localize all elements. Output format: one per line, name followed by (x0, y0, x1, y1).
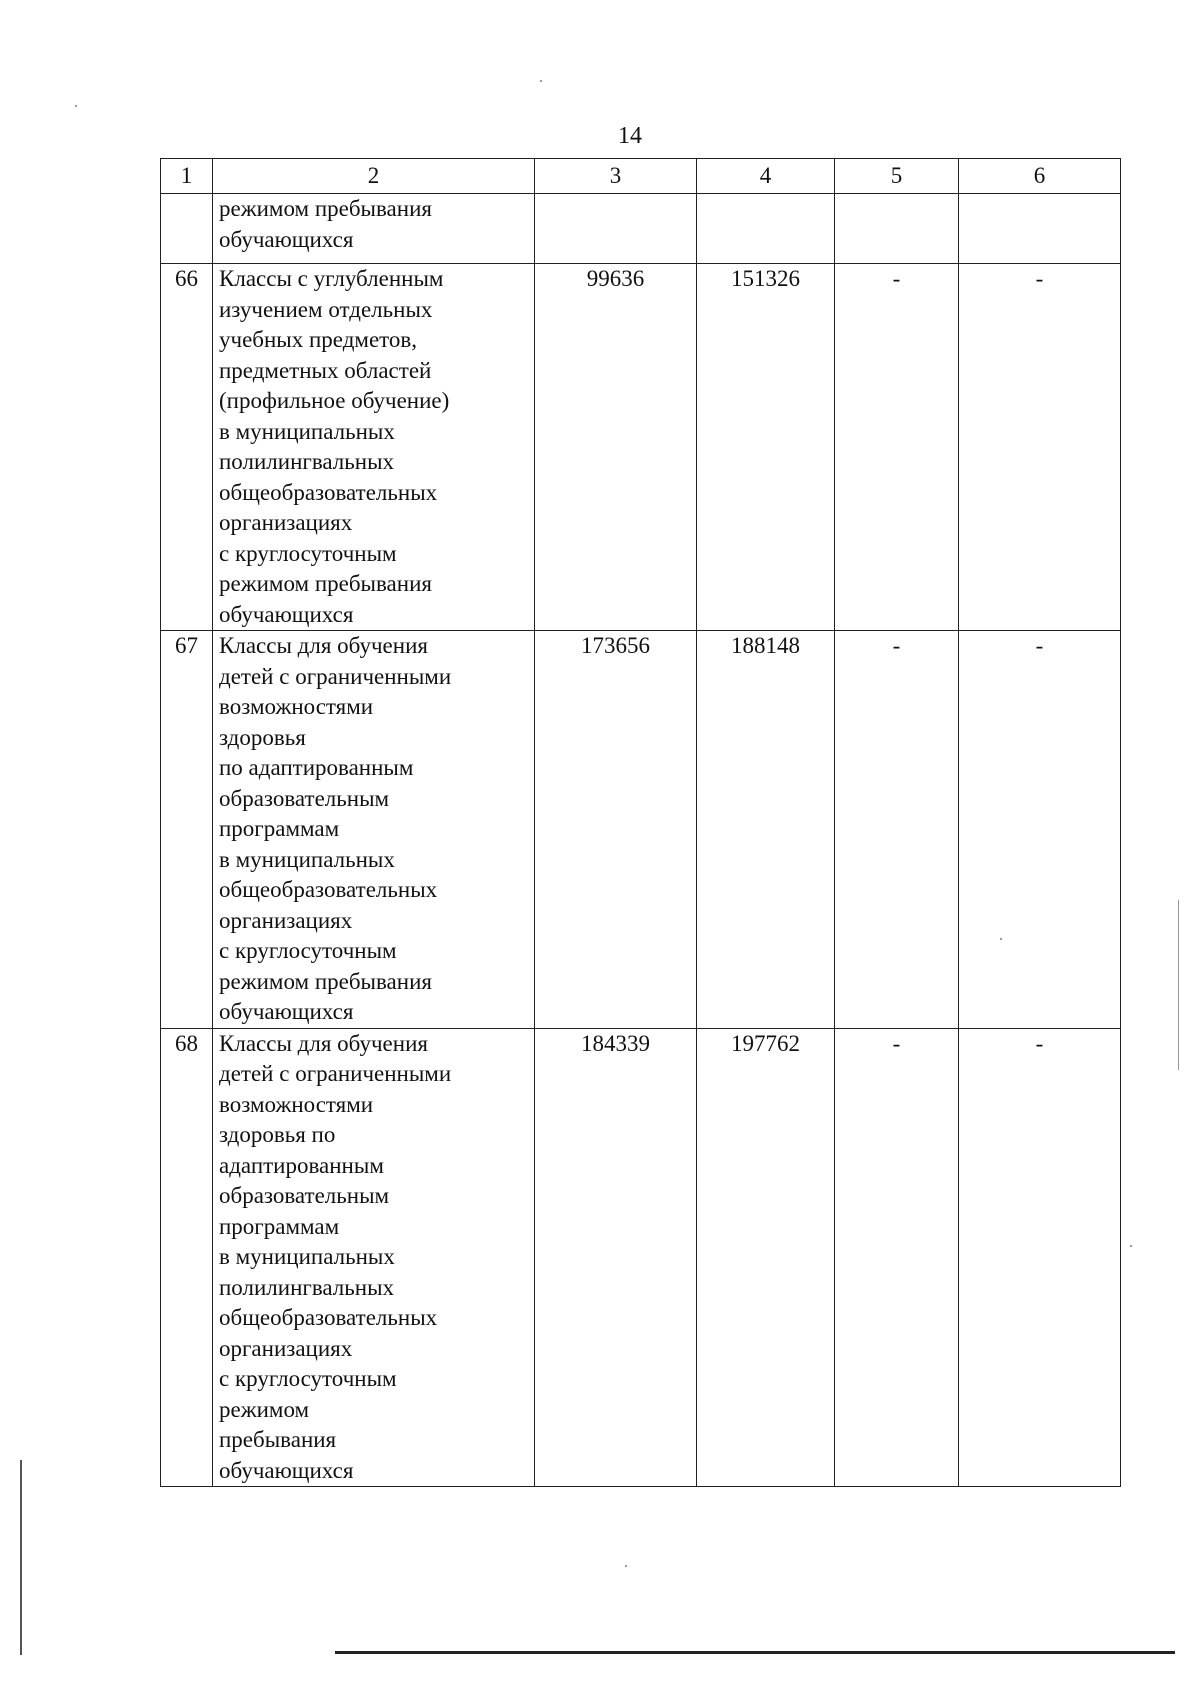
header-col-3: 3 (535, 159, 697, 194)
table-row (161, 264, 1121, 631)
description-line: режимом пребывания (219, 196, 432, 221)
description-line: по адаптированным (219, 755, 414, 780)
description-line: программам (219, 816, 340, 841)
description-line: детей с ограниченными (219, 1061, 452, 1086)
row-description (213, 631, 535, 1029)
description-line: режимом (219, 1396, 310, 1422)
scan-speck (1000, 938, 1002, 940)
cell-col-5: - (835, 1028, 959, 1487)
cell-col-5 (835, 194, 959, 264)
header-row (161, 159, 1121, 194)
cell-col-3 (535, 194, 697, 264)
description-line: здоровья по (219, 1122, 336, 1147)
row-number: 68 (161, 1028, 213, 1487)
cell-col-4: 188148 (697, 631, 835, 1029)
scan-speck (75, 105, 77, 107)
description-line: обучающихся (219, 601, 354, 627)
scan-speck (540, 80, 542, 82)
scan-edge-mark (1178, 900, 1179, 1070)
description-line: организациях (219, 510, 353, 535)
cell-col-4: 197762 (697, 1028, 835, 1487)
description-line: возможностями (219, 1091, 374, 1117)
description-line: Классы для обучения (219, 1030, 428, 1056)
description-line: программам (219, 1213, 340, 1239)
description-line: обучающихся (219, 1457, 354, 1483)
description-line: организациях (219, 907, 353, 933)
description-line: организациях (219, 1335, 353, 1361)
description-line: предметных областей (219, 357, 432, 383)
header-col-5: 5 (835, 159, 959, 194)
description-line: общеобразовательных (219, 479, 438, 505)
description-line: (профильное обучение) (219, 388, 450, 413)
header-col-4: 4 (697, 159, 835, 194)
table-row (161, 1028, 1121, 1487)
description-line: Классы с углубленным (219, 266, 444, 291)
description-line: с круглосуточным (219, 1366, 397, 1391)
description-line: режимом пребывания (219, 571, 432, 596)
description-line: в муниципальных (219, 1244, 395, 1269)
cell-col-3: 173656 (535, 631, 697, 1029)
description-line: образовательным (219, 785, 390, 811)
description-line: Классы для обучения (219, 633, 428, 658)
description-line: с круглосуточным (219, 938, 397, 963)
description-line: обучающихся (219, 226, 354, 252)
header-col-1: 1 (161, 159, 213, 194)
description-line: детей с ограниченными (219, 663, 452, 689)
cell-col-4 (697, 194, 835, 264)
description-line: полилингвальных (219, 1274, 395, 1300)
row-number (161, 194, 213, 264)
cell-col-3: 99636 (535, 264, 697, 631)
cell-col-3: 184339 (535, 1028, 697, 1487)
description-line: образовательным (219, 1183, 390, 1208)
description-line: в муниципальных (219, 846, 395, 872)
description-line: здоровья (219, 724, 306, 750)
cell-col-5: - (835, 264, 959, 631)
description-line: общеобразовательных (219, 877, 438, 902)
row-description (213, 194, 535, 264)
description-line: пребывания (219, 1427, 337, 1452)
table-row-continuation (161, 194, 1121, 264)
cell-col-5: - (835, 631, 959, 1029)
row-description (213, 1028, 535, 1487)
description-line: с круглосуточным (219, 540, 397, 566)
description-line: режимом пребывания (219, 968, 432, 994)
description-line: в муниципальных (219, 418, 395, 444)
scan-speck (625, 1565, 627, 1567)
bottom-rule-line (335, 1651, 1175, 1654)
description-line: полилингвальных (219, 449, 395, 474)
cell-col-6: - (959, 631, 1121, 1029)
row-number: 67 (161, 631, 213, 1029)
cell-col-4: 151326 (697, 264, 835, 631)
scan-speck (1130, 1245, 1132, 1247)
cell-col-6: - (959, 1028, 1121, 1487)
row-description (213, 264, 535, 631)
cell-col-6 (959, 194, 1121, 264)
description-line: общеобразовательных (219, 1305, 438, 1330)
data-table (160, 158, 1121, 1487)
description-line: изучением отдельных (219, 296, 433, 322)
row-number: 66 (161, 264, 213, 631)
cell-col-6: - (959, 264, 1121, 631)
header-col-2: 2 (213, 159, 535, 194)
page-number: 14 (618, 123, 642, 149)
description-line: учебных предметов, (219, 327, 418, 352)
table-row (161, 631, 1121, 1029)
description-line: возможностями (219, 694, 374, 719)
description-line: обучающихся (219, 999, 354, 1024)
scan-edge-mark (20, 1460, 22, 1655)
header-col-6: 6 (959, 159, 1121, 194)
description-line: адаптированным (219, 1152, 384, 1178)
